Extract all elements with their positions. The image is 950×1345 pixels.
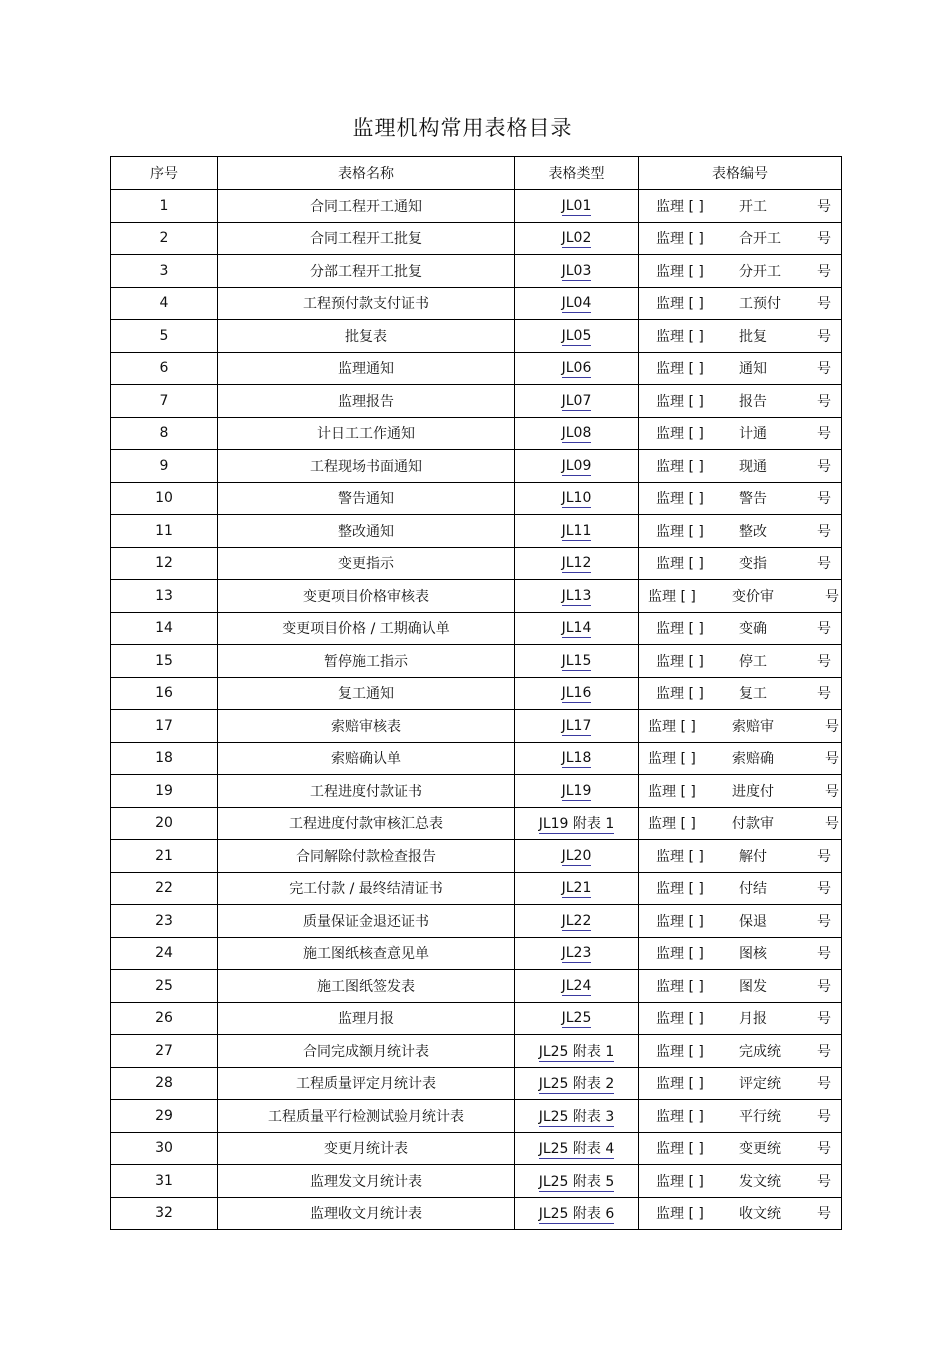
row-seq: 24 — [111, 937, 218, 970]
code-prefix: 监理 [ ] — [648, 783, 696, 800]
table-row — [111, 1002, 842, 1035]
table-row — [111, 1100, 842, 1133]
table-row — [111, 255, 842, 288]
row-form-code-cell — [639, 1035, 842, 1068]
row-form-name: 变更月统计表 — [218, 1132, 515, 1165]
code-prefix: 监理 [ ] — [656, 523, 704, 540]
code-abbreviation: 付款审 — [732, 816, 774, 833]
code-abbreviation: 停工 — [739, 653, 767, 670]
row-form-name: 暂停施工指示 — [218, 645, 515, 678]
row-form-type-cell — [515, 385, 639, 418]
row-form-code-cell — [639, 1002, 842, 1035]
row-form-code-cell — [639, 1165, 842, 1198]
code-prefix: 监理 [ ] — [656, 458, 704, 475]
code-suffix: 号 — [817, 653, 831, 670]
code-suffix: 号 — [817, 881, 831, 898]
code-suffix: 号 — [817, 621, 831, 638]
table-row — [111, 905, 842, 938]
code-suffix: 号 — [817, 1043, 831, 1060]
row-form-code-cell — [639, 450, 842, 483]
row-seq: 11 — [111, 515, 218, 548]
row-form-type-cell — [515, 840, 639, 873]
row-form-type-cell — [515, 222, 639, 255]
table-row — [111, 320, 842, 353]
table-row — [111, 807, 842, 840]
form-type-link[interactable]: JL21 — [561, 880, 592, 897]
row-form-type-cell — [515, 612, 639, 645]
row-seq: 9 — [111, 450, 218, 483]
row-form-name: 整改通知 — [218, 515, 515, 548]
row-form-name: 完工付款 / 最终结清证书 — [218, 872, 515, 905]
code-prefix: 监理 [ ] — [648, 588, 696, 605]
row-form-type-cell — [515, 352, 639, 385]
row-form-type-cell — [515, 905, 639, 938]
row-form-name: 监理报告 — [218, 385, 515, 418]
row-form-code-cell — [639, 287, 842, 320]
row-form-name: 合同工程开工批复 — [218, 222, 515, 255]
table-row — [111, 222, 842, 255]
code-prefix: 监理 [ ] — [656, 946, 704, 963]
table-row — [111, 710, 842, 743]
row-form-name: 复工通知 — [218, 677, 515, 710]
code-prefix: 监理 [ ] — [656, 1108, 704, 1125]
table-row — [111, 417, 842, 450]
code-suffix: 号 — [817, 1011, 831, 1028]
row-form-type-cell — [515, 547, 639, 580]
form-type-link[interactable]: JL25 附表 6 — [538, 1206, 615, 1223]
form-type-link[interactable]: JL25 附表 5 — [538, 1173, 615, 1190]
row-seq: 28 — [111, 1067, 218, 1100]
row-form-code-cell — [639, 190, 842, 223]
row-form-type-cell — [515, 450, 639, 483]
row-form-type-cell — [515, 320, 639, 353]
code-prefix: 监理 [ ] — [656, 978, 704, 995]
code-suffix: 号 — [817, 913, 831, 930]
code-prefix: 监理 [ ] — [656, 881, 704, 898]
row-form-name: 计日工工作通知 — [218, 417, 515, 450]
code-abbreviation: 付结 — [739, 881, 767, 898]
table-row — [111, 1035, 842, 1068]
code-abbreviation: 收文统 — [739, 1206, 781, 1223]
row-seq: 4 — [111, 287, 218, 320]
row-form-name: 工程预付款支付证书 — [218, 287, 515, 320]
form-type-link[interactable]: JL09 — [561, 457, 592, 474]
row-seq: 2 — [111, 222, 218, 255]
row-form-code-cell — [639, 905, 842, 938]
code-prefix: 监理 [ ] — [656, 1206, 704, 1223]
row-form-code-cell — [639, 872, 842, 905]
code-suffix: 号 — [825, 588, 839, 605]
row-seq: 22 — [111, 872, 218, 905]
row-form-type-cell — [515, 190, 639, 223]
table-row — [111, 677, 842, 710]
code-prefix: 监理 [ ] — [656, 198, 704, 215]
row-seq: 21 — [111, 840, 218, 873]
table-header-row — [111, 157, 842, 190]
code-prefix: 监理 [ ] — [656, 848, 704, 865]
row-form-name: 监理通知 — [218, 352, 515, 385]
row-form-code-cell — [639, 710, 842, 743]
table-row — [111, 612, 842, 645]
code-abbreviation: 整改 — [739, 523, 767, 540]
row-form-name: 工程进度付款证书 — [218, 775, 515, 808]
code-suffix: 号 — [817, 848, 831, 865]
code-suffix: 号 — [825, 816, 839, 833]
row-form-code-cell — [639, 937, 842, 970]
row-form-type-cell — [515, 515, 639, 548]
table-row — [111, 352, 842, 385]
code-suffix: 号 — [817, 1206, 831, 1223]
row-form-name: 索赔确认单 — [218, 742, 515, 775]
code-suffix: 号 — [817, 978, 831, 995]
row-seq: 3 — [111, 255, 218, 288]
row-form-code-cell — [639, 482, 842, 515]
form-type-link[interactable]: JL08 — [561, 425, 592, 442]
row-form-name: 变更指示 — [218, 547, 515, 580]
row-form-code-cell — [639, 645, 842, 678]
code-abbreviation: 工预付 — [739, 296, 781, 313]
table-row — [111, 515, 842, 548]
row-seq: 10 — [111, 482, 218, 515]
row-form-type-cell — [515, 677, 639, 710]
row-form-type-cell — [515, 775, 639, 808]
code-prefix: 监理 [ ] — [656, 913, 704, 930]
row-form-name: 分部工程开工批复 — [218, 255, 515, 288]
code-prefix: 监理 [ ] — [656, 686, 704, 703]
row-form-type-cell — [515, 970, 639, 1003]
table-row — [111, 1132, 842, 1165]
code-suffix: 号 — [817, 491, 831, 508]
form-type-link[interactable]: JL19 — [561, 782, 592, 799]
row-seq: 31 — [111, 1165, 218, 1198]
row-form-type-cell — [515, 1132, 639, 1165]
code-suffix: 号 — [817, 231, 831, 248]
code-abbreviation: 现通 — [739, 458, 767, 475]
row-form-code-cell — [639, 1100, 842, 1133]
row-form-name: 监理发文月统计表 — [218, 1165, 515, 1198]
row-form-type-cell — [515, 287, 639, 320]
code-abbreviation: 报告 — [739, 393, 767, 410]
table-row — [111, 1197, 842, 1230]
code-prefix: 监理 [ ] — [656, 1141, 704, 1158]
table-row — [111, 840, 842, 873]
code-prefix: 监理 [ ] — [656, 1043, 704, 1060]
row-seq: 7 — [111, 385, 218, 418]
table-row — [111, 482, 842, 515]
page-title: 监理机构常用表格目录 — [352, 116, 573, 140]
row-form-type-cell — [515, 1002, 639, 1035]
code-suffix: 号 — [817, 198, 831, 215]
code-abbreviation: 保退 — [739, 913, 767, 930]
code-abbreviation: 警告 — [739, 491, 767, 508]
code-abbreviation: 合开工 — [739, 231, 781, 248]
row-form-code-cell — [639, 1132, 842, 1165]
header-seq: 序号 — [111, 157, 218, 190]
code-suffix: 号 — [817, 1108, 831, 1125]
row-form-name: 施工图纸核查意见单 — [218, 937, 515, 970]
row-form-name: 索赔审核表 — [218, 710, 515, 743]
row-form-type-cell — [515, 1100, 639, 1133]
code-abbreviation: 月报 — [739, 1011, 767, 1028]
row-form-code-cell — [639, 970, 842, 1003]
row-seq: 27 — [111, 1035, 218, 1068]
code-prefix: 监理 [ ] — [656, 426, 704, 443]
code-abbreviation: 图核 — [739, 946, 767, 963]
form-type-link[interactable]: JL14 — [561, 620, 592, 637]
row-form-type-cell — [515, 1067, 639, 1100]
code-prefix: 监理 [ ] — [656, 361, 704, 378]
code-suffix: 号 — [817, 328, 831, 345]
table-row — [111, 580, 842, 613]
form-type-link[interactable]: JL03 — [561, 262, 592, 279]
row-seq: 30 — [111, 1132, 218, 1165]
code-prefix: 监理 [ ] — [648, 751, 696, 768]
row-form-name: 合同完成额月统计表 — [218, 1035, 515, 1068]
code-prefix: 监理 [ ] — [656, 263, 704, 280]
code-suffix: 号 — [817, 1076, 831, 1093]
row-form-name: 变更项目价格 / 工期确认单 — [218, 612, 515, 645]
code-abbreviation: 平行统 — [739, 1108, 781, 1125]
table-row — [111, 385, 842, 418]
form-type-link[interactable]: JL25 附表 4 — [538, 1141, 615, 1158]
code-abbreviation: 解付 — [739, 848, 767, 865]
form-type-link[interactable]: JL19 附表 1 — [538, 816, 615, 833]
code-abbreviation: 发文统 — [739, 1173, 781, 1190]
code-abbreviation: 变指 — [739, 556, 767, 573]
form-type-link[interactable]: JL11 — [561, 522, 592, 539]
row-form-name: 工程现场书面通知 — [218, 450, 515, 483]
code-prefix: 监理 [ ] — [656, 653, 704, 670]
row-form-name: 合同工程开工通知 — [218, 190, 515, 223]
row-form-code-cell — [639, 840, 842, 873]
code-prefix: 监理 [ ] — [656, 491, 704, 508]
row-form-code-cell — [639, 1197, 842, 1230]
row-seq: 12 — [111, 547, 218, 580]
code-abbreviation: 批复 — [739, 328, 767, 345]
code-prefix: 监理 [ ] — [656, 621, 704, 638]
row-form-name: 监理月报 — [218, 1002, 515, 1035]
code-abbreviation: 通知 — [739, 361, 767, 378]
code-prefix: 监理 [ ] — [648, 816, 696, 833]
table-row — [111, 1165, 842, 1198]
row-form-code-cell — [639, 352, 842, 385]
row-form-code-cell — [639, 547, 842, 580]
form-type-link[interactable]: JL25 附表 2 — [538, 1076, 615, 1093]
table-row — [111, 190, 842, 223]
row-form-type-cell — [515, 872, 639, 905]
table-row — [111, 450, 842, 483]
row-seq: 17 — [111, 710, 218, 743]
code-suffix: 号 — [817, 686, 831, 703]
table-row — [111, 645, 842, 678]
form-type-link[interactable]: JL17 — [561, 717, 592, 734]
row-form-type-cell — [515, 580, 639, 613]
table-row — [111, 775, 842, 808]
header-type: 表格类型 — [515, 157, 639, 190]
row-seq: 29 — [111, 1100, 218, 1133]
form-type-link[interactable]: JL05 — [561, 327, 592, 344]
form-type-link[interactable]: JL25 — [561, 1010, 592, 1027]
code-suffix: 号 — [817, 1141, 831, 1158]
row-form-name: 质量保证金退还证书 — [218, 905, 515, 938]
row-seq: 23 — [111, 905, 218, 938]
form-catalog-table — [110, 156, 842, 1230]
code-abbreviation: 复工 — [739, 686, 767, 703]
code-suffix: 号 — [817, 393, 831, 410]
row-form-code-cell — [639, 580, 842, 613]
row-seq: 15 — [111, 645, 218, 678]
code-suffix: 号 — [817, 426, 831, 443]
form-type-link[interactable]: JL16 — [561, 685, 592, 702]
code-prefix: 监理 [ ] — [656, 231, 704, 248]
table-row — [111, 937, 842, 970]
row-form-type-cell — [515, 710, 639, 743]
row-form-type-cell — [515, 255, 639, 288]
code-abbreviation: 变确 — [739, 621, 767, 638]
form-type-link[interactable]: JL06 — [561, 360, 592, 377]
form-type-link[interactable]: JL25 附表 1 — [538, 1043, 615, 1060]
table-row — [111, 1067, 842, 1100]
row-form-type-cell — [515, 1197, 639, 1230]
table-row — [111, 970, 842, 1003]
code-abbreviation: 开工 — [739, 198, 767, 215]
code-abbreviation: 变价审 — [732, 588, 774, 605]
code-suffix: 号 — [817, 263, 831, 280]
header-name: 表格名称 — [218, 157, 515, 190]
row-form-code-cell — [639, 677, 842, 710]
row-form-name: 变更项目价格审核表 — [218, 580, 515, 613]
code-suffix: 号 — [817, 556, 831, 573]
row-form-name: 警告通知 — [218, 482, 515, 515]
row-form-type-cell — [515, 645, 639, 678]
code-abbreviation: 索赔确 — [732, 751, 774, 768]
code-prefix: 监理 [ ] — [648, 718, 696, 735]
code-prefix: 监理 [ ] — [656, 328, 704, 345]
form-type-link[interactable]: JL22 — [561, 912, 592, 929]
row-form-code-cell — [639, 255, 842, 288]
row-seq: 14 — [111, 612, 218, 645]
code-suffix: 号 — [817, 1173, 831, 1190]
row-form-type-cell — [515, 1165, 639, 1198]
code-prefix: 监理 [ ] — [656, 296, 704, 313]
row-form-code-cell — [639, 417, 842, 450]
table-row — [111, 287, 842, 320]
table-row — [111, 547, 842, 580]
code-abbreviation: 分开工 — [739, 263, 781, 280]
code-prefix: 监理 [ ] — [656, 1076, 704, 1093]
row-seq: 6 — [111, 352, 218, 385]
code-abbreviation: 评定统 — [739, 1076, 781, 1093]
form-type-link[interactable]: JL15 — [561, 652, 592, 669]
row-seq: 26 — [111, 1002, 218, 1035]
code-prefix: 监理 [ ] — [656, 1011, 704, 1028]
row-form-type-cell — [515, 417, 639, 450]
row-seq: 5 — [111, 320, 218, 353]
code-suffix: 号 — [825, 783, 839, 800]
row-form-code-cell — [639, 320, 842, 353]
row-form-name: 监理收文月统计表 — [218, 1197, 515, 1230]
row-form-type-cell — [515, 807, 639, 840]
row-form-type-cell — [515, 482, 639, 515]
row-form-type-cell — [515, 742, 639, 775]
code-suffix: 号 — [825, 718, 839, 735]
header-code: 表格编号 — [639, 157, 842, 190]
code-suffix: 号 — [817, 361, 831, 378]
row-seq: 13 — [111, 580, 218, 613]
code-abbreviation: 进度付 — [732, 783, 774, 800]
table-row — [111, 872, 842, 905]
row-form-name: 合同解除付款检查报告 — [218, 840, 515, 873]
row-form-code-cell — [639, 385, 842, 418]
code-suffix: 号 — [817, 523, 831, 540]
code-abbreviation: 计通 — [739, 426, 767, 443]
row-form-code-cell — [639, 515, 842, 548]
row-seq: 18 — [111, 742, 218, 775]
row-form-code-cell — [639, 1067, 842, 1100]
row-form-name: 施工图纸签发表 — [218, 970, 515, 1003]
form-type-link[interactable]: JL13 — [561, 587, 592, 604]
form-type-link[interactable]: JL20 — [561, 847, 592, 864]
code-suffix: 号 — [825, 751, 839, 768]
row-form-name: 工程质量评定月统计表 — [218, 1067, 515, 1100]
table-row — [111, 742, 842, 775]
row-form-code-cell — [639, 807, 842, 840]
form-type-link[interactable]: JL12 — [561, 555, 592, 572]
row-seq: 1 — [111, 190, 218, 223]
code-suffix: 号 — [817, 296, 831, 313]
code-abbreviation: 图发 — [739, 978, 767, 995]
code-suffix: 号 — [817, 946, 831, 963]
row-form-code-cell — [639, 222, 842, 255]
form-type-link[interactable]: JL23 — [561, 945, 592, 962]
row-form-code-cell — [639, 775, 842, 808]
code-abbreviation: 索赔审 — [732, 718, 774, 735]
code-abbreviation: 完成统 — [739, 1043, 781, 1060]
code-suffix: 号 — [817, 458, 831, 475]
code-abbreviation: 变更统 — [739, 1141, 781, 1158]
row-form-name: 工程质量平行检测试验月统计表 — [218, 1100, 515, 1133]
row-seq: 32 — [111, 1197, 218, 1230]
row-seq: 20 — [111, 807, 218, 840]
form-type-link[interactable]: JL18 — [561, 750, 592, 767]
form-type-link[interactable]: JL10 — [561, 490, 592, 507]
row-form-code-cell — [639, 742, 842, 775]
row-form-code-cell — [639, 612, 842, 645]
row-seq: 25 — [111, 970, 218, 1003]
form-type-link[interactable]: JL01 — [561, 197, 592, 214]
row-seq: 8 — [111, 417, 218, 450]
form-type-link[interactable]: JL25 附表 3 — [538, 1108, 615, 1125]
form-type-link[interactable]: JL24 — [561, 977, 592, 994]
form-type-link[interactable]: JL02 — [561, 230, 592, 247]
row-form-type-cell — [515, 937, 639, 970]
row-form-type-cell — [515, 1035, 639, 1068]
code-prefix: 监理 [ ] — [656, 556, 704, 573]
row-form-name: 工程进度付款审核汇总表 — [218, 807, 515, 840]
form-type-link[interactable]: JL04 — [561, 295, 592, 312]
code-prefix: 监理 [ ] — [656, 393, 704, 410]
row-form-name: 批复表 — [218, 320, 515, 353]
code-prefix: 监理 [ ] — [656, 1173, 704, 1190]
row-seq: 19 — [111, 775, 218, 808]
form-type-link[interactable]: JL07 — [561, 392, 592, 409]
row-seq: 16 — [111, 677, 218, 710]
